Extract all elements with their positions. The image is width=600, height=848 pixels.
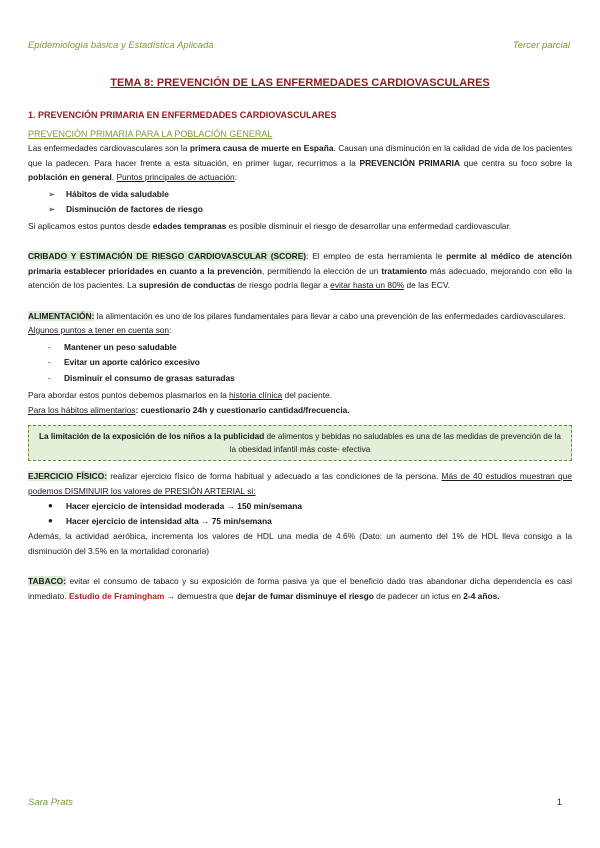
list-item: ● Hacer ejercicio de intensidad alta → 75 min/semana xyxy=(48,514,572,529)
header-course: Epidemiología básica y Estadística Aplicada xyxy=(28,40,214,51)
tabaco-paragraph: TABACO: evitar el consumo de tabaco y su exposición de forma pasiva ya que el beneficio dado tras abandonar dicha dependencia es casi inmediato. Estudio de Framingham → demuestra que dejar de fumar disminuye el riesgo de padecer un ictus en 2-4 años. xyxy=(28,576,572,601)
publicity-callout-box: La limitación de la exposición de los niños a la publicidad de alimentos y bebidas no saludables es una de las medidas de prevención de la la obesidad infantil más coste- efectiva xyxy=(28,425,572,461)
subsection-heading: PREVENCIÓN PRIMARIA PARA LA POBLACIÓN GENERAL xyxy=(28,128,273,139)
list-item: - Evitar un aporte calórico excesivo xyxy=(48,355,572,371)
page-title: TEMA 8: PREVENCIÓN DE LAS ENFERMEDADES CARDIOVASCULARES xyxy=(110,77,490,89)
dot-bullet-icon: ● xyxy=(48,515,53,525)
early-age-paragraph: Si aplicamos estos puntos desde edades tempranas es posible disminuir el riesgo de desarrollar una enfermedad cardiovascular. xyxy=(28,220,512,231)
historia-paragraph: Para abordar estos puntos debemos plasmarlos en la historia clínica del paciente. xyxy=(28,390,333,400)
alimentacion-paragraph: ALIMENTACIÓN: la alimentación es uno de los pilares fundamentales para llevar a cabo una prevención de las enfermedades cardiovasculares. xyxy=(28,310,566,321)
section-heading: 1. PREVENCIÓN PRIMARIA EN ENFERMEDADES CARDIOVASCULARES xyxy=(28,110,337,120)
header-term: Tercer parcial xyxy=(512,40,570,51)
list-item: ● Hacer ejercicio de intensidad moderada → 150 min/semana xyxy=(48,499,572,514)
main-content xyxy=(28,108,572,603)
diet-points-list xyxy=(28,340,572,387)
cribado-label: CRIBADO Y ESTIMACIÓN DE RIESGO CARDIOVASCULAR (SCORE) xyxy=(28,251,307,261)
list-item: - Mantener un peso saludable xyxy=(48,340,572,356)
alimentacion-label: ALIMENTACIÓN: xyxy=(28,310,95,321)
arrow-bullet-icon: ➢ xyxy=(48,188,56,199)
ejercicio-paragraph: EJERCICIO FÍSICO: realizar ejercicio físico de forma habitual y adecuado a las condiciones de la persona. Más de 40 estudios muestran que podemos DISMINUIR los valores de PRESIÓN ARTERIAL si: xyxy=(28,471,572,496)
page-number: 1 xyxy=(556,797,562,808)
footer-author: Sara Prats xyxy=(28,797,73,808)
action-points-list xyxy=(28,187,572,217)
list-item: ➢ Hábitos de vida saludable xyxy=(48,187,572,202)
arrow-bullet-icon: ➢ xyxy=(48,203,56,214)
dash-bullet-icon: - xyxy=(48,372,51,383)
intro-paragraph: Las enfermedades cardiovasculares son la primera causa de muerte en España. Causan una disminución en la calidad de vida de los pacientes que la padecen. Para hacer frente a esta situación, en primer lugar, recurrimos a la PREVENCIÓN PRIMARIA que centra su foco sobre la población en general. Puntos principales de actuación: xyxy=(28,143,573,182)
points-intro: Algunos puntos a tener en cuenta son: xyxy=(28,325,172,335)
list-item: ➢ Disminución de factores de riesgo xyxy=(48,202,572,217)
cribado-paragraph: CRIBADO Y ESTIMACIÓN DE RIESGO CARDIOVASCULAR (SCORE): El empleo de esta herramienta le permite al médico de atención primaria establecer prioridades en cuanto a la prevención, permitiendo la elección de un tratamiento más adecuado, mejorando con ello la atención de los pacientes. La supresión de conductas de riesgo podría llegar a evitar hasta un 80% de las ECV. xyxy=(28,251,572,290)
hdl-paragraph: Además, la actividad aeróbica, incrementa los valores de HDL una media de 4.6% (Dato: un aumento del 1% de HDL lleva consigo a la disminución del 3.5% en la mortalidad coronaria) xyxy=(28,531,572,556)
list-item: - Disminuir el consumo de grasas saturadas xyxy=(48,371,572,387)
dot-bullet-icon: ● xyxy=(48,501,53,510)
ejercicio-label: EJERCICIO FÍSICO: xyxy=(28,471,108,481)
dash-bullet-icon: - xyxy=(48,357,51,367)
habitos-paragraph: Para los hábitos alimentarios: cuestionario 24h y cuestionario cantidad/frecuencia. xyxy=(28,404,350,415)
dash-bullet-icon: - xyxy=(48,341,51,352)
exercise-list xyxy=(28,499,572,528)
tabaco-label: TABACO: xyxy=(28,576,66,586)
